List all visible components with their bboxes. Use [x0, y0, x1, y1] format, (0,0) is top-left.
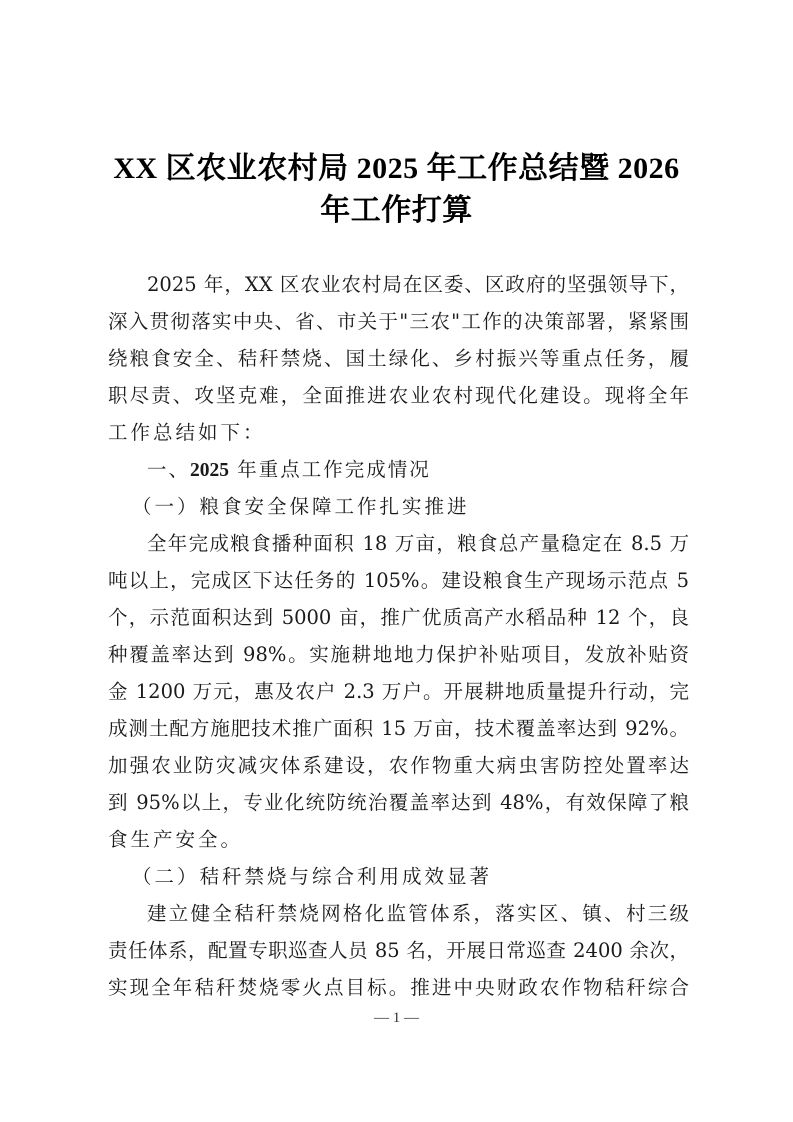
subsection-heading: （二）秸秆禁烧与综合利用成效显著	[132, 865, 493, 888]
document-title	[100, 148, 693, 232]
document-body	[108, 266, 689, 1006]
paragraph-line: 个，示范面积达到 5000 亩，推广优质高产水稻品种 12 个，良	[108, 606, 689, 629]
paragraph-line: 职尽责、攻坚克难，全面推进农业农村现代化建设。现将全年	[108, 384, 689, 407]
paragraph-line: 种覆盖率达到 98%。实施耕地地力保护补贴项目，发放补贴资	[108, 643, 689, 666]
paragraph-line: 实现全年秸秆焚烧零火点目标。推进中央财政农作物秸秆综合	[108, 976, 689, 999]
paragraph-line: 到 95%以上，专业化统防统治覆盖率达到 48%，有效保障了粮	[108, 791, 689, 814]
subsection-heading: （一）粮食安全保障工作扎实推进	[132, 495, 470, 518]
paragraph-line: 食生产安全。	[108, 828, 244, 851]
title-line: XX 区农业农村局 2025 年工作总结暨 2026	[113, 152, 680, 185]
paragraph-line: 成测土配方施肥技术推广面积 15 万亩，技术覆盖率达到 92%。	[108, 717, 689, 740]
paragraph-line: 工作总结如下：	[108, 421, 266, 444]
paragraph-line: 吨以上，完成区下达任务的 105%。建设粮食生产现场示范点 5	[108, 569, 689, 592]
paragraph-line: 绕粮食安全、秸秆禁烧、国土绿化、乡村振兴等重点任务，履	[108, 347, 689, 370]
paragraph-line: 深入贯彻落实中央、省、市关于"三农"工作的决策部署，紧紧围	[108, 310, 689, 333]
heading-text: 年重点工作完成情况	[229, 458, 431, 481]
heading-number: 2025	[190, 460, 230, 481]
paragraph-line: 加强农业防灾减灾体系建设，农作物重大病虫害防控处置率达	[108, 754, 689, 777]
paragraph-line: 建立健全秸秆禁烧网格化监管体系，落实区、镇、村三级	[147, 902, 689, 925]
paragraph-line: 2025 年，XX 区农业农村局在区委、区政府的坚强领导下，	[147, 273, 689, 296]
paragraph-line: 金 1200 万元，惠及农户 2.3 万户。开展耕地质量提升行动，完	[108, 680, 689, 703]
heading-prefix: 一、	[147, 458, 191, 481]
title-line: 年工作打算	[320, 194, 473, 227]
paragraph-line: 责任体系，配置专职巡查人员 85 名，开展日常巡查 2400 余次，	[108, 939, 689, 962]
section-heading	[108, 451, 689, 488]
page-number: — 1 —	[374, 1010, 419, 1026]
paragraph-line: 全年完成粮食播种面积 18 万亩，粮食总产量稳定在 8.5 万	[147, 532, 689, 555]
